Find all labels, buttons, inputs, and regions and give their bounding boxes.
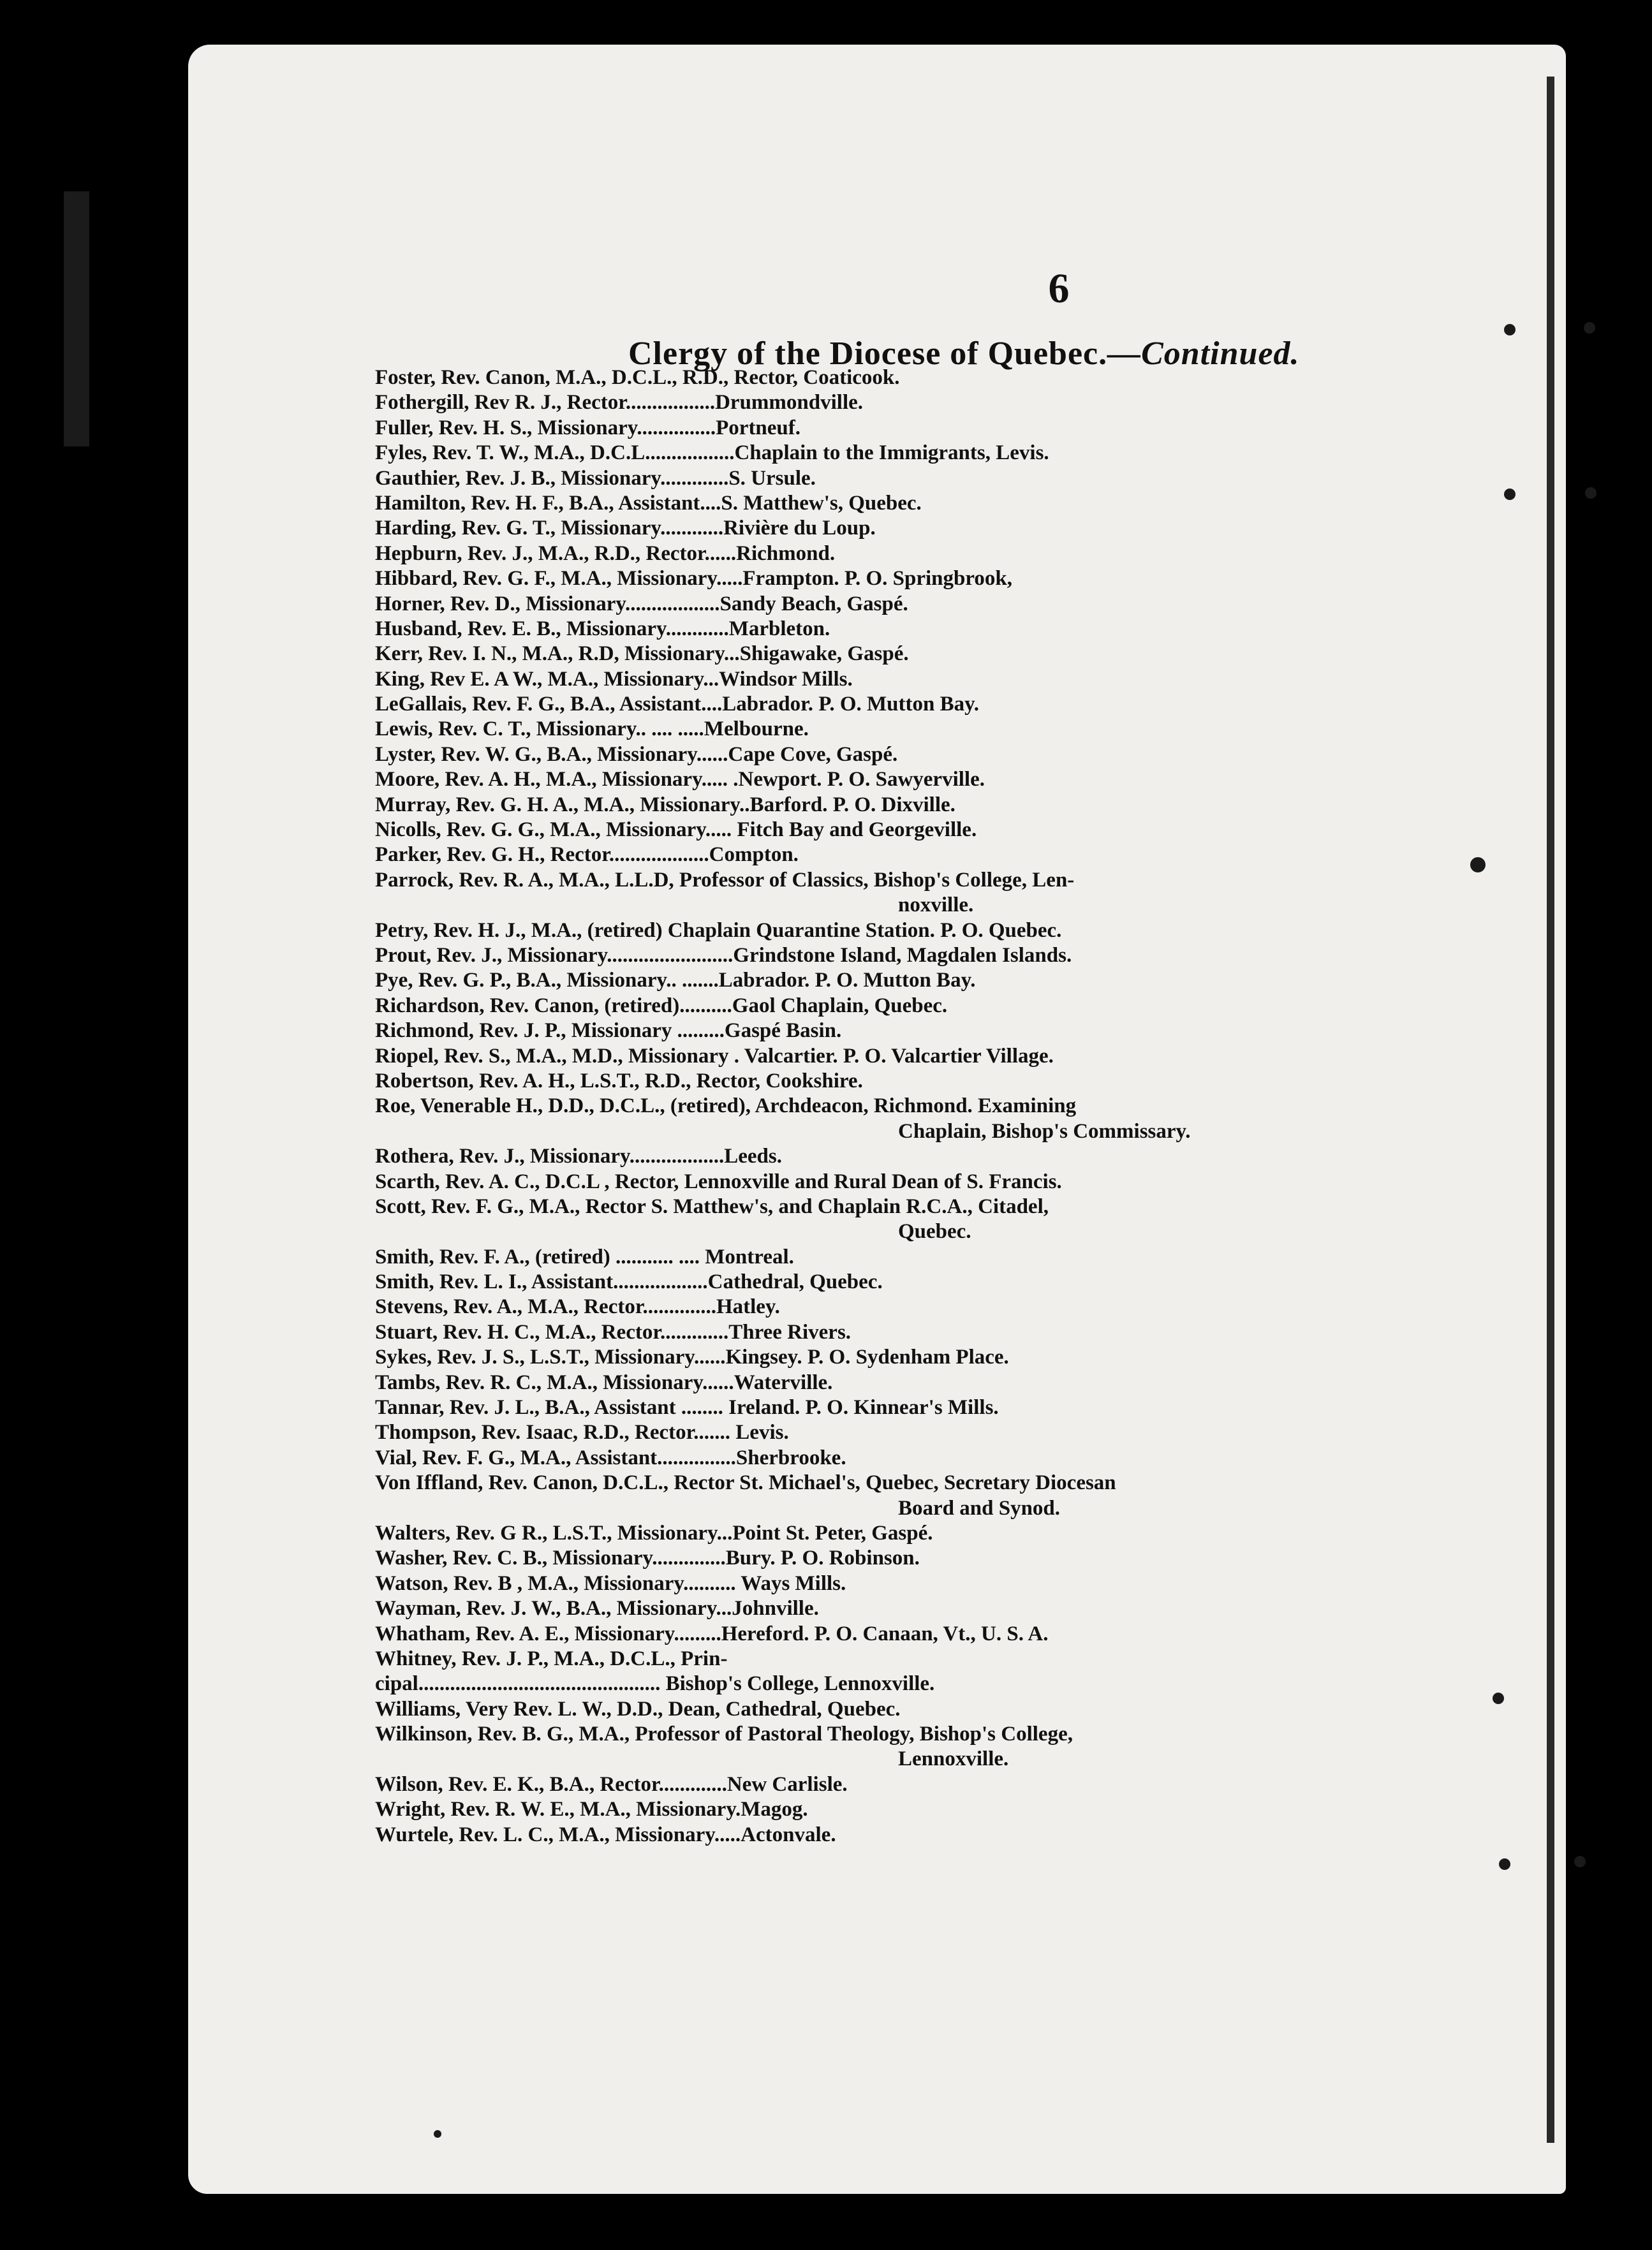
- clergy-entry: Foster, Rev. Canon, M.A., D.C.L., R.D., Rector, Coaticook.: [375, 366, 900, 389]
- clergy-entry: Wilkinson, Rev. B. G., M.A., Professor of Pastoral Theology, Bishop's College,: [375, 1723, 1073, 1746]
- clergy-entry: Parker, Rev. G. H., Rector...................Compton.: [375, 843, 799, 867]
- clergy-entry: Riopel, Rev. S., M.A., M.D., Missionary . Valcartier. P. O. Valcartier Village.: [375, 1044, 1054, 1068]
- clergy-entry: Walters, Rev. G R., L.S.T., Missionary...Point St. Peter, Gaspé.: [375, 1521, 933, 1545]
- clergy-entry: Parrock, Rev. R. A., M.A., L.L.D, Professor of Classics, Bishop's College, Len-: [375, 868, 1075, 892]
- clergy-entry: Fothergill, Rev R. J., Rector.................Drummondville.: [375, 391, 864, 415]
- clergy-entry: Murray, Rev. G. H. A., M.A., Missionary..Barford. P. O. Dixville.: [375, 793, 955, 816]
- next-page-edge: [1547, 77, 1554, 2143]
- clergy-entry: Tannar, Rev. J. L., B.A., Assistant ........ Ireland. P. O. Kinnear's Mills.: [375, 1396, 999, 1420]
- clergy-entry: Rothera, Rev. J., Missionary..................Leeds.: [375, 1145, 782, 1168]
- clergy-entry: Husband, Rev. E. B., Missionary............Marbleton.: [375, 617, 830, 640]
- speck-mark: [434, 2130, 441, 2138]
- clergy-entry: Richmond, Rev. J. P., Missionary .........Gaspé Basin.: [375, 1019, 842, 1043]
- clergy-entry: Scott, Rev. F. G., M.A., Rector S. Matthew's, and Chaplain R.C.A., Citadel,: [375, 1195, 1049, 1218]
- speck-mark: [1493, 1693, 1504, 1704]
- clergy-entry: Petry, Rev. H. J., M.A., (retired) Chaplain Quarantine Station. P. O. Quebec.: [375, 918, 1062, 942]
- clergy-entry: Moore, Rev. A. H., M.A., Missionary..... .Newport. P. O. Sawyerville.: [375, 768, 985, 791]
- clergy-entry: Horner, Rev. D., Missionary..................Sandy Beach, Gaspé.: [375, 592, 908, 615]
- clergy-entry: Hamilton, Rev. H. F., B.A., Assistant....S. Matthew's, Quebec.: [375, 491, 922, 515]
- clergy-entry: Harding, Rev. G. T., Missionary............Rivière du Loup.: [375, 517, 876, 540]
- clergy-entry-continuation: Lennoxville.: [898, 1747, 1009, 1771]
- clergy-entry-continuation: Chaplain, Bishop's Commissary.: [898, 1119, 1191, 1143]
- clergy-entry: Lewis, Rev. C. T., Missionary.. .... .....Melbourne.: [375, 717, 809, 741]
- clergy-entry: Vial, Rev. F. G., M.A., Assistant...............Sherbrooke.: [375, 1446, 846, 1469]
- clergy-entry: Wright, Rev. R. W. E., M.A., Missionary.Magog.: [375, 1798, 808, 1821]
- clergy-entry: Sykes, Rev. J. S., L.S.T., Missionary......Kingsey. P. O. Sydenham Place.: [375, 1346, 1009, 1369]
- clergy-entry: cipal.............................................. Bishop's College, Lennoxville.: [375, 1672, 935, 1696]
- speck-mark: [1574, 1856, 1586, 1867]
- speck-mark: [1584, 322, 1595, 334]
- clergy-entry: Whatham, Rev. A. E., Missionary.........Hereford. P. O. Canaan, Vt., U. S. A.: [375, 1622, 1049, 1645]
- clergy-entry: Gauthier, Rev. J. B., Missionary.............S. Ursule.: [375, 466, 816, 490]
- clergy-entry: Tambs, Rev. R. C., M.A., Missionary......Waterville.: [375, 1371, 833, 1394]
- clergy-entry: Scarth, Rev. A. C., D.C.L , Rector, Lennoxville and Rural Dean of S. Francis.: [375, 1170, 1062, 1193]
- clergy-entry-continuation: Quebec.: [898, 1220, 971, 1244]
- speck-mark: [1504, 489, 1516, 500]
- clergy-entry: Stevens, Rev. A., M.A., Rector..............Hatley.: [375, 1295, 780, 1319]
- clergy-entry: Hibbard, Rev. G. F., M.A., Missionary.....Frampton. P. O. Springbrook,: [375, 567, 1012, 591]
- clergy-entry: Fyles, Rev. T. W., M.A., D.C.L.................Chaplain to the Immigrants, Levis.: [375, 441, 1049, 465]
- clergy-entry: Smith, Rev. L. I., Assistant..................Cathedral, Quebec.: [375, 1270, 883, 1294]
- clergy-entry: Stuart, Rev. H. C., M.A., Rector.............Three Rivers.: [375, 1320, 852, 1344]
- speck-mark: [1499, 1858, 1510, 1870]
- clergy-entry: Whitney, Rev. J. P., M.A., D.C.L., Prin-: [375, 1647, 728, 1670]
- clergy-entry: Nicolls, Rev. G. G., M.A., Missionary..... Fitch Bay and Georgeville.: [375, 818, 977, 842]
- page-number: 6: [1048, 265, 1070, 312]
- clergy-entry: Pye, Rev. G. P., B.A., Missionary.. .......Labrador. P. O. Mutton Bay.: [375, 969, 976, 992]
- clergy-entry: Hepburn, Rev. J., M.A., R.D., Rector......Richmond.: [375, 541, 836, 565]
- clergy-entry: King, Rev E. A W., M.A., Missionary...Windsor Mills.: [375, 667, 853, 691]
- clergy-entry-continuation: noxville.: [898, 893, 974, 917]
- clergy-entry: Richardson, Rev. Canon, (retired)..........Gaol Chaplain, Quebec.: [375, 994, 948, 1017]
- clergy-entry: Williams, Very Rev. L. W., D.D., Dean, Cathedral, Quebec.: [375, 1697, 901, 1721]
- clergy-entry: Roe, Venerable H., D.D., D.C.L., (retired), Archdeacon, Richmond. Examining: [375, 1094, 1077, 1118]
- clergy-entry: Wurtele, Rev. L. C., M.A., Missionary.....Actonvale.: [375, 1823, 836, 1846]
- clergy-entry: Robertson, Rev. A. H., L.S.T., R.D., Rector, Cookshire.: [375, 1069, 863, 1092]
- title-main: Clergy of the Diocese of Quebec.: [628, 335, 1108, 372]
- speck-mark: [1504, 324, 1516, 335]
- clergy-entry: Thompson, Rev. Isaac, R.D., Rector....... Levis.: [375, 1421, 789, 1445]
- clergy-entry: Von Iffland, Rev. Canon, D.C.L., Rector St. Michael's, Quebec, Secretary Diocesan: [375, 1471, 1116, 1495]
- speck-mark: [1585, 487, 1597, 499]
- title-continued: —Continued.: [1107, 335, 1300, 372]
- clergy-entry: Lyster, Rev. W. G., B.A., Missionary......Cape Cove, Gaspé.: [375, 742, 898, 766]
- clergy-entry: Fuller, Rev. H. S., Missionary...............Portneuf.: [375, 416, 801, 439]
- clergy-entry: Prout, Rev. J., Missionary........................Grindstone Island, Magdalen Islands.: [375, 943, 1072, 967]
- clergy-entry: Wayman, Rev. J. W., B.A., Missionary...Johnville.: [375, 1597, 819, 1621]
- clergy-entry: Washer, Rev. C. B., Missionary..............Bury. P. O. Robinson.: [375, 1547, 920, 1570]
- clergy-entry: Watson, Rev. B , M.A., Missionary.......... Ways Mills.: [375, 1571, 846, 1595]
- clergy-entry: LeGallais, Rev. F. G., B.A., Assistant....Labrador. P. O. Mutton Bay.: [375, 693, 980, 716]
- speck-mark: [1470, 857, 1486, 872]
- clergy-entry: Kerr, Rev. I. N., M.A., R.D, Missionary...Shigawake, Gaspé.: [375, 642, 909, 666]
- page-edge-shadow: [64, 191, 89, 446]
- clergy-entry: Smith, Rev. F. A., (retired) ........... .... Montreal.: [375, 1245, 794, 1268]
- clergy-entry-continuation: Board and Synod.: [898, 1496, 1061, 1520]
- clergy-entry: Wilson, Rev. E. K., B.A., Rector.............New Carlisle.: [375, 1772, 848, 1796]
- clergy-list: [375, 365, 1370, 1848]
